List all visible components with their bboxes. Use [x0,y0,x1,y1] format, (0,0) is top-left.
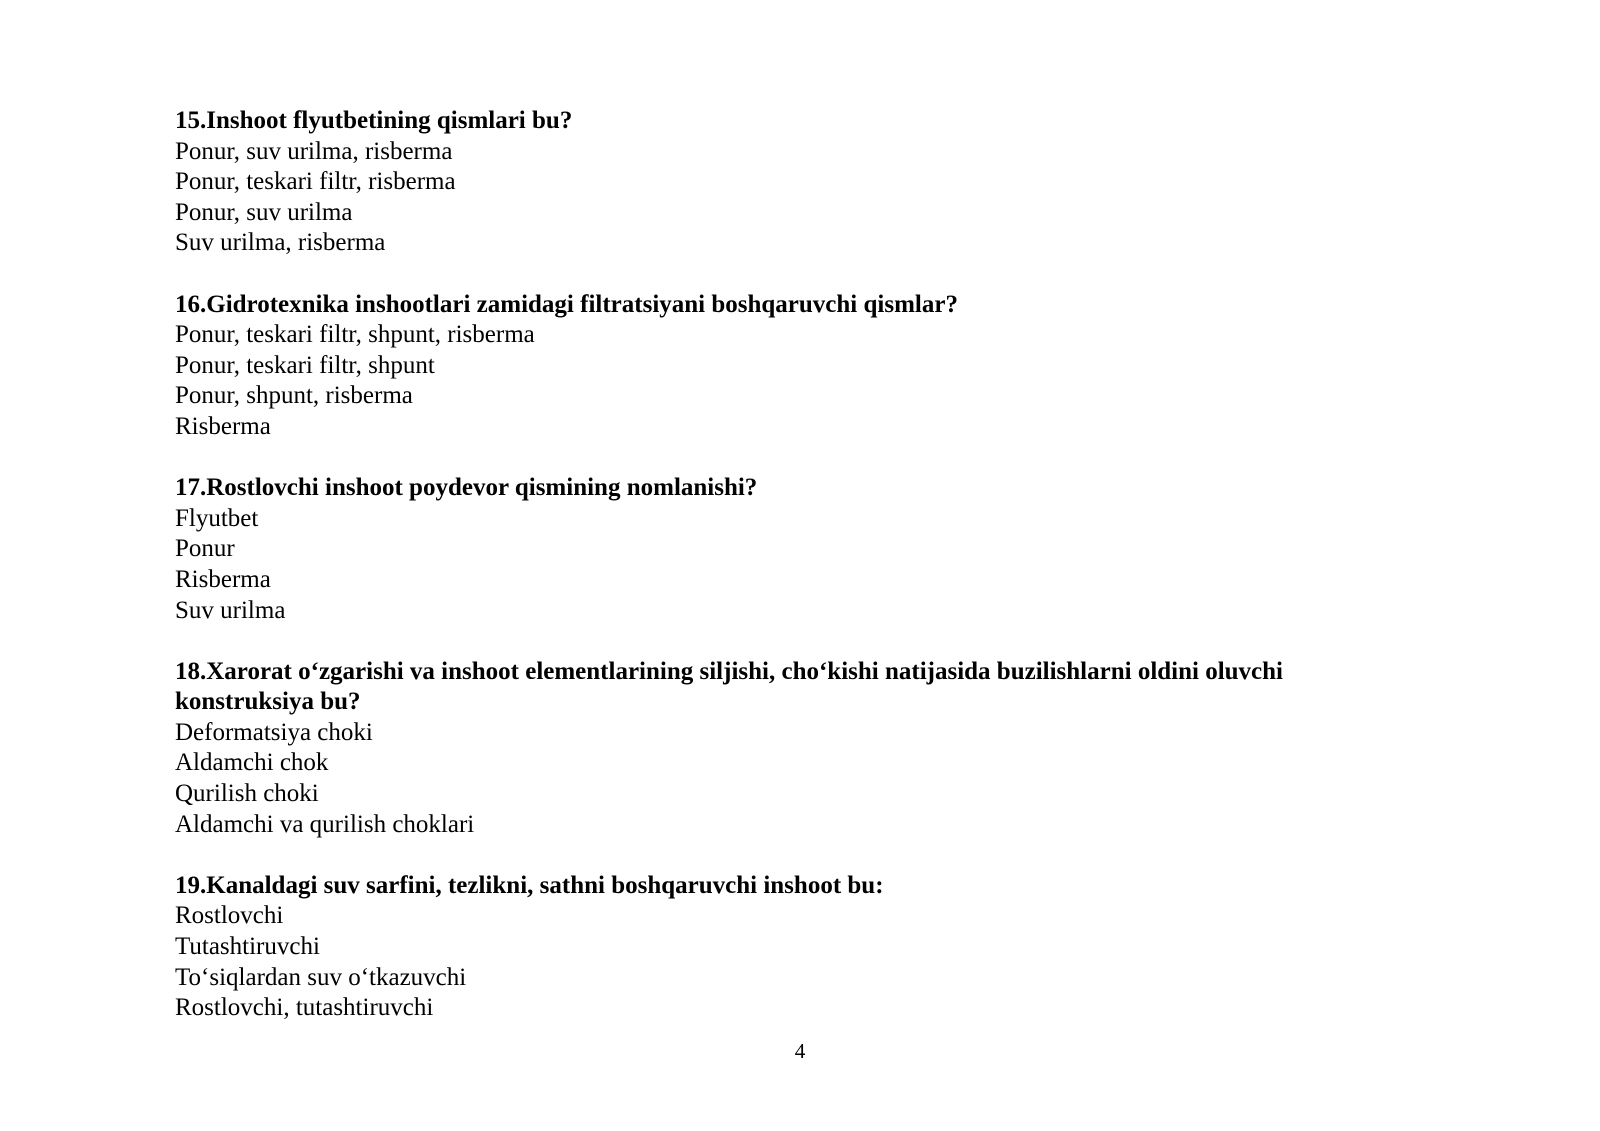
answer-option: Ponur [175,535,235,563]
question-title: 18.Xarorat o‘zgarishi va inshoot elementlarining siljishi, cho‘kishi natijasida buzilishlarni oldini oluvchi konstruksiya bu? [175,657,1284,716]
answer-option: Risberma [175,412,271,440]
question-title: 15.Inshoot flyutbetining qismlari bu? [175,107,573,134]
answer-option: Aldamchi chok [175,749,329,777]
question-title: 16.Gidrotexnika inshootlari zamidagi filtratsiyani boshqaruvchi qismlar? [175,290,958,318]
answer-option: Ponur, suv urilma [175,198,353,226]
question-15 [175,106,1415,259]
answer-option: Qurilish choki [175,780,319,808]
answer-option: Ponur, suv urilma, risberma [175,137,453,165]
question-17 [175,473,1415,626]
answer-option: Rostlovchi [175,902,284,930]
answer-option: Deformatsiya choki [175,718,373,746]
question-18 [175,657,1415,841]
question-title: 17.Rostlovchi inshoot poydevor qismining nomlanishi? [175,474,758,502]
answer-option: Flyutbet [175,504,259,532]
answer-option: Suv urilma, risberma [175,229,386,257]
question-title: 19.Kanaldagi suv sarfini, tezlikni, sathni boshqaruvchi inshoot bu: [175,871,884,899]
page-number: 4 [794,1039,806,1063]
question-19 [175,871,1415,1024]
answer-option: Tutashtiruvchi [175,933,320,961]
answer-option: Risberma [175,565,271,593]
answer-option: To‘siqlardan suv o‘tkazuvchi [175,963,467,991]
answer-option: Suv urilma [175,596,286,624]
question-16 [175,290,1415,443]
answer-option: Ponur, shpunt, risberma [175,382,413,410]
answer-option: Ponur, teskari filtr, risberma [175,168,456,196]
answer-option: Rostlovchi, tutashtiruvchi [175,994,434,1022]
answer-option: Ponur, teskari filtr, shpunt [175,351,435,379]
answer-option: Aldamchi va qurilish choklari [175,810,475,838]
questions-list [175,106,1415,1054]
answer-option: Ponur, teskari filtr, shpunt, risberma [175,321,535,349]
